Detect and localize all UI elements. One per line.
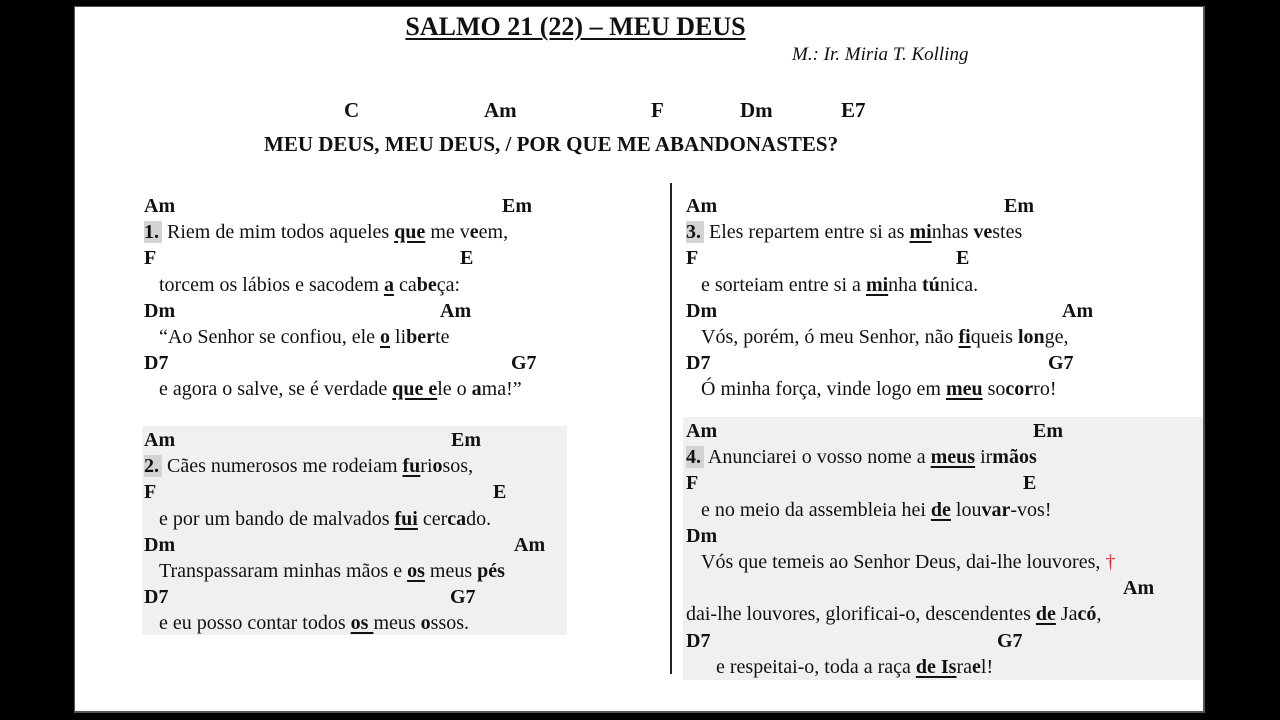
chord: D7 xyxy=(686,629,711,652)
accent-syllable: ca xyxy=(447,507,467,530)
lyric-text: sos, xyxy=(442,455,474,478)
chord-line xyxy=(686,298,1094,324)
lyric-text: Cães numerosos me rodeiam xyxy=(162,455,403,478)
lyric-text: do. xyxy=(466,507,492,530)
lyric-text: -vos! xyxy=(1010,498,1052,521)
chord: Em xyxy=(1033,420,1063,442)
lyric-line xyxy=(686,376,1069,402)
stressed-syllable: que xyxy=(394,221,426,244)
lyric-text: Transpassaram minhas mãos e xyxy=(144,559,408,582)
accent-syllable: be xyxy=(416,273,437,296)
lyric-line xyxy=(686,549,1115,575)
chord: D7 xyxy=(686,352,711,375)
chord: G7 xyxy=(1048,352,1074,375)
lyric-line xyxy=(686,272,1069,298)
refrain-chord: C xyxy=(344,98,360,122)
composer-credit: M.: Ir. Miria T. Kolling xyxy=(792,44,969,65)
stressed-syllable: de xyxy=(1035,603,1056,626)
chord: E xyxy=(1023,472,1037,495)
chord-line xyxy=(686,523,1115,549)
lyric-text: em, xyxy=(478,221,509,244)
chord-line xyxy=(144,245,522,271)
chord-line xyxy=(686,193,1069,219)
lyric-text: nhas xyxy=(931,221,974,244)
lyric-text: torcem os lábios e sacodem xyxy=(144,273,384,296)
lyric-text: Vós, porém, ó meu Senhor, não xyxy=(686,325,959,348)
chord: G7 xyxy=(997,629,1023,652)
chord: F xyxy=(144,247,157,270)
lyric-text: me v xyxy=(425,221,470,244)
lyric-line xyxy=(686,444,1115,470)
stressed-syllable: o xyxy=(380,325,391,348)
lyric-text: e agora o salve, se é verdade xyxy=(144,378,393,401)
refrain-chord: E7 xyxy=(841,98,866,122)
chord-line xyxy=(144,479,505,505)
chord: E xyxy=(956,247,970,270)
lyric-text: , xyxy=(1096,603,1102,626)
accent-syllable: ber xyxy=(406,325,436,348)
lyric-text: ge, xyxy=(1044,325,1069,348)
chord: Dm xyxy=(144,299,176,322)
stressed-syllable: mi xyxy=(909,221,932,244)
lyric-line xyxy=(686,654,1115,680)
stressed-syllable: os xyxy=(407,559,425,582)
lyric-text: lou xyxy=(950,498,982,521)
lyric-text: ssos. xyxy=(430,612,470,635)
accent-syllable: o xyxy=(420,612,431,635)
lyric-text: li xyxy=(390,325,407,348)
accent-syllable: var xyxy=(981,498,1011,521)
lyric-text: l! xyxy=(980,655,994,678)
accent-syllable: e xyxy=(469,221,479,244)
stanza-3 xyxy=(686,193,1094,403)
stanza-2 xyxy=(144,427,546,637)
chord: G7 xyxy=(511,352,537,375)
chord: Em xyxy=(1004,195,1034,217)
stressed-syllable: fui xyxy=(394,507,418,530)
lyric-text: ir xyxy=(975,446,993,469)
lyric-text: nica. xyxy=(939,273,979,296)
chord-line xyxy=(686,418,1115,444)
lyric-text: dai-lhe louvores, glorificai-o, descendentes xyxy=(686,603,1036,626)
refrain-chord: Am xyxy=(484,98,517,122)
chord: D7 xyxy=(144,352,169,375)
chord: Em xyxy=(502,195,532,217)
lyric-text: Ja xyxy=(1055,603,1078,626)
lyric-text: Vós que temeis ao Senhor Deus, dai-lhe louvores, xyxy=(686,550,1106,573)
stanza-number: 3. xyxy=(686,221,704,243)
lyric-text: Eles repartem entre si as xyxy=(704,221,910,244)
chord: F xyxy=(686,247,699,270)
stressed-syllable: fi xyxy=(958,325,971,348)
lyric-text: ça: xyxy=(436,273,461,296)
chord-line xyxy=(144,193,532,219)
lyric-text: e por um bando de malvados xyxy=(144,507,395,530)
lyric-text: Ó minha força, vinde logo em xyxy=(686,378,946,401)
stressed-syllable: a xyxy=(383,273,394,296)
stressed-syllable: de Is xyxy=(915,655,957,678)
chord-line xyxy=(144,532,546,558)
page-title: SALMO 21 (22) – MEU DEUS xyxy=(405,12,746,41)
lyric-text: ma!” xyxy=(481,378,522,401)
lyric-text: queis xyxy=(970,325,1018,348)
chord: G7 xyxy=(450,586,476,609)
lyric-line xyxy=(144,376,522,402)
accent-syllable: cor xyxy=(1005,378,1034,401)
refrain-chord: Dm xyxy=(740,98,773,122)
stressed-syllable: meus xyxy=(930,446,976,469)
stressed-syllable: que e xyxy=(392,378,438,401)
accent-syllable: có xyxy=(1077,603,1097,626)
lyric-line xyxy=(144,453,505,479)
chord-line xyxy=(686,350,1074,376)
lyric-text: cer xyxy=(417,507,448,530)
lyric-text: Riem de mim todos aqueles xyxy=(162,221,395,244)
chord-line xyxy=(686,628,1115,654)
lyric-text: meus xyxy=(424,559,478,582)
lyric-text: le o xyxy=(437,378,472,401)
stanza-1 xyxy=(144,193,537,403)
lyric-line xyxy=(686,601,1115,627)
lyric-text: “Ao Senhor se confiou, ele xyxy=(144,325,381,348)
lyric-text: Anunciarei o vosso nome a xyxy=(704,446,931,469)
stanza-4 xyxy=(686,418,1155,680)
chord: F xyxy=(686,472,699,495)
stressed-syllable: os xyxy=(350,612,374,635)
refrain-chord: F xyxy=(651,98,664,122)
lyric-line xyxy=(144,272,522,298)
lyric-line xyxy=(686,219,1069,245)
lyric-text: so xyxy=(982,378,1006,401)
chord: Am xyxy=(686,420,718,442)
lyric-text: e eu posso contar todos xyxy=(144,612,351,635)
accent-syllable: tú xyxy=(922,273,940,296)
lyric-text: meus xyxy=(373,612,421,635)
chord: Dm xyxy=(686,299,718,322)
accent-syllable: mãos xyxy=(992,446,1037,469)
chord: Am xyxy=(144,195,176,217)
lyric-text: nha xyxy=(888,273,923,296)
chord: Em xyxy=(451,429,481,451)
chord: E xyxy=(460,247,474,270)
chord: Am xyxy=(144,429,176,451)
chord: F xyxy=(144,481,157,504)
chord: Am xyxy=(514,533,546,556)
lyric-line xyxy=(144,558,505,584)
chord-line xyxy=(144,350,537,376)
lyric-text: ca xyxy=(393,273,417,296)
lyric-line xyxy=(144,219,522,245)
accent-syllable: ve xyxy=(973,221,993,244)
lyric-line xyxy=(686,497,1115,523)
refrain-text: MEU DEUS, MEU DEUS, / POR QUE ME ABANDONASTES? xyxy=(264,132,839,156)
chord: E xyxy=(493,481,507,504)
stanza-number: 1. xyxy=(144,221,162,243)
lyric-line xyxy=(686,324,1069,350)
lyric-text: e respeitai-o, toda a raça xyxy=(686,655,916,678)
lyric-text: e no meio da assembleia hei xyxy=(686,498,931,521)
stressed-syllable: de xyxy=(930,498,951,521)
accent-syllable: o xyxy=(432,455,443,478)
lyric-text: ro! xyxy=(1033,378,1057,401)
chord-line xyxy=(144,584,505,610)
accent-syllable: lon xyxy=(1017,325,1045,348)
stressed-syllable: fu xyxy=(402,455,421,478)
stressed-syllable: meu xyxy=(945,378,983,401)
chord: Am xyxy=(686,195,718,217)
stanza-number: 4. xyxy=(686,446,704,468)
accent-syllable: a xyxy=(471,378,482,401)
column-divider xyxy=(670,183,672,674)
chord: Dm xyxy=(144,533,176,556)
lyric-text: stes xyxy=(992,221,1023,244)
chord-line xyxy=(686,245,1069,271)
chord-line xyxy=(144,298,522,324)
chord: Dm xyxy=(686,524,718,547)
chord: D7 xyxy=(144,586,169,609)
chord: Am xyxy=(440,299,472,322)
chord: Am xyxy=(1123,577,1155,600)
lyric-text: te xyxy=(435,325,450,348)
lyric-line xyxy=(144,506,505,532)
chord: Am xyxy=(1062,299,1094,322)
accent-syllable: pés xyxy=(477,559,505,582)
lyric-text: ra xyxy=(956,655,973,678)
lyric-line xyxy=(144,324,522,350)
stressed-syllable: mi xyxy=(865,273,889,296)
chord-line xyxy=(144,427,505,453)
lyric-text: e sorteiam entre si a xyxy=(686,273,866,296)
stanza-number: 2. xyxy=(144,455,162,477)
lyric-text: ri xyxy=(420,455,433,478)
chord-line xyxy=(686,575,1155,601)
accent-syllable: e xyxy=(972,655,981,678)
chord-line xyxy=(686,470,1115,496)
lyric-line xyxy=(144,610,505,636)
cross-icon: † xyxy=(1105,550,1116,573)
